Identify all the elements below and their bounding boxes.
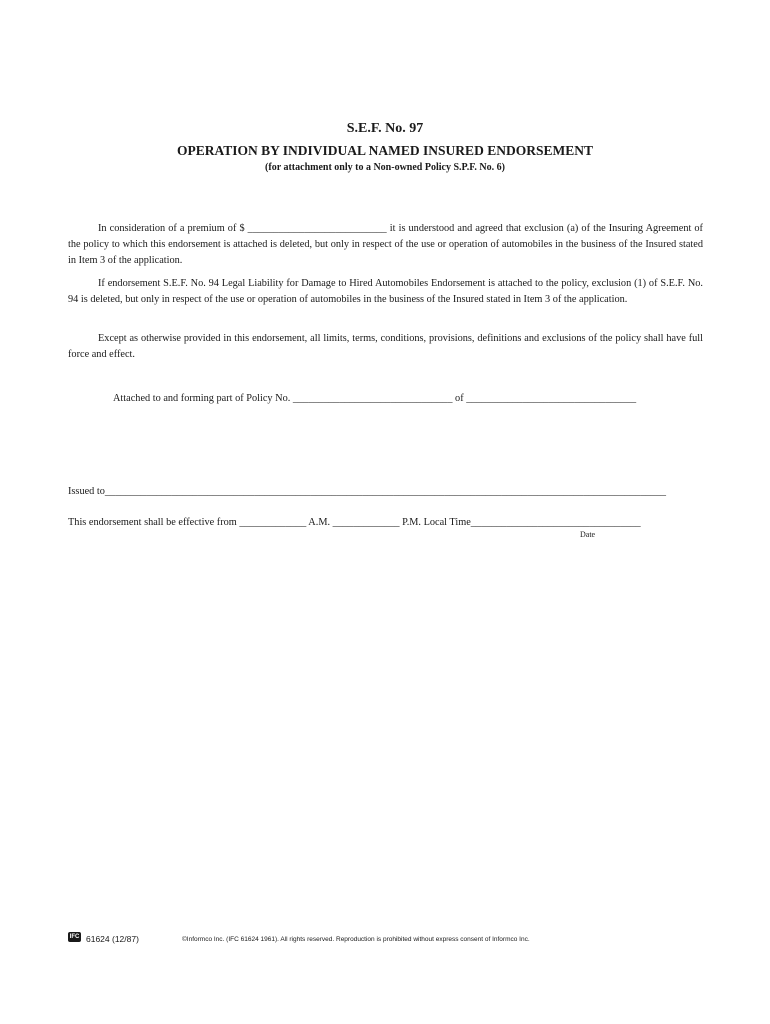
premium-clause-paragraph: In consideration of a premium of $ ___________________________ it is understood and agreed that exclusion (a) of the Insuring Agreement of the policy to which this endorsement is attached is deleted, but only in respect of the use or operation of automobiles in the business of the Insured stated in Item 3 of the application. — [68, 223, 703, 266]
effective-time-line: This endorsement shall be effective from _____________ A.M. _____________ P.M. Local Time_________________________________ — [68, 517, 641, 528]
form-id-heading: S.E.F. No. 97 — [346, 121, 424, 136]
policy-number-line: Attached to and forming part of Policy No. _______________________________ of _________________________________ — [113, 393, 637, 404]
sef-94-clause-paragraph: If endorsement S.E.F. No. 94 Legal Liability for Damage to Hired Automobiles Endorsement is attached to the policy, exclusion (1) of S.E.F. No. 94 is deleted, but only in respect of the use or operation of automobiles in the business of the Insured stated in Item 3 of the application. — [68, 278, 703, 305]
date-label: Date — [580, 530, 596, 539]
informco-logo-icon: IFC — [69, 934, 80, 940]
document-subtitle: (for attachment only to a Non-owned Policy S.P.F. No. 6) — [265, 162, 505, 173]
form-number: 61624 (12/87) — [86, 934, 139, 944]
copyright-notice: ©Informco Inc. (IFC 61624 1961). All rights reserved. Reproduction is prohibited without express consent of Informco Inc. — [182, 936, 530, 943]
general-provisions-paragraph: Except as otherwise provided in this endorsement, all limits, terms, conditions, provisions, definitions and exclusions of the policy shall have full force and effect. — [68, 333, 703, 360]
document-title: OPERATION BY INDIVIDUAL NAMED INSURED ENDORSEMENT — [177, 143, 593, 158]
issued-to-line: Issued to_____________________________________________________________________________________________________________ — [68, 486, 667, 497]
